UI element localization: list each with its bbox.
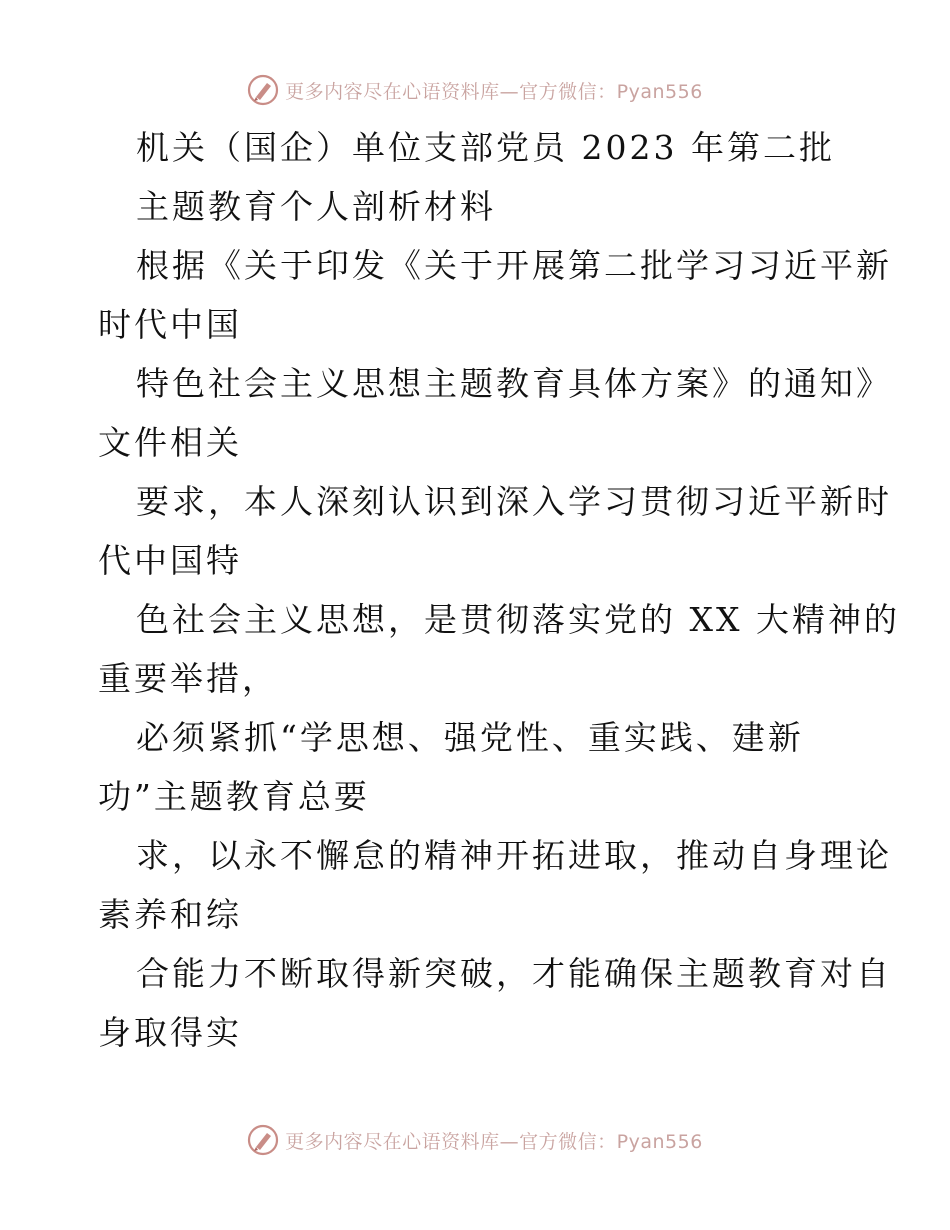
body-line: 素养和综 — [98, 895, 242, 934]
body-line: 特色社会主义思想主题教育具体方案》的通知》 — [136, 364, 892, 403]
body-line: 功”主题教育总要 — [98, 777, 370, 816]
footer-watermark — [0, 1122, 950, 1158]
body-line: 求，以永不懈怠的精神开拓进取，推动自身理论 — [136, 836, 892, 875]
body-line: 合能力不断取得新突破，才能确保主题教育对自 — [136, 954, 892, 993]
body-line: 要求，本人深刻认识到深入学习贯彻习近平新时 — [136, 482, 892, 521]
body-line: 必须紧抓“学思想、强党性、重实践、建新 — [136, 718, 804, 757]
pen-logo-icon — [247, 74, 279, 106]
header-watermark — [0, 72, 950, 108]
body-line: 文件相关 — [98, 423, 242, 462]
body-line: 重要举措， — [98, 659, 278, 698]
body-line: 身取得实 — [98, 1013, 242, 1052]
title-line-1: 机关（国企）单位支部党员 2023 年第二批 — [136, 128, 835, 167]
pen-logo-icon — [247, 1124, 279, 1156]
document-body — [98, 118, 900, 1062]
watermark-text: 更多内容尽在心语资料库—官方微信：Pyan556 — [285, 80, 703, 103]
title-line-2: 主题教育个人剖析材料 — [136, 187, 496, 226]
body-line: 时代中国 — [98, 305, 242, 344]
body-line: 代中国特 — [98, 541, 242, 580]
body-line: 色社会主义思想，是贯彻落实党的 XX 大精神的 — [136, 600, 900, 639]
body-line: 根据《关于印发《关于开展第二批学习习近平新 — [136, 246, 892, 285]
watermark-text: 更多内容尽在心语资料库—官方微信：Pyan556 — [285, 1130, 703, 1153]
